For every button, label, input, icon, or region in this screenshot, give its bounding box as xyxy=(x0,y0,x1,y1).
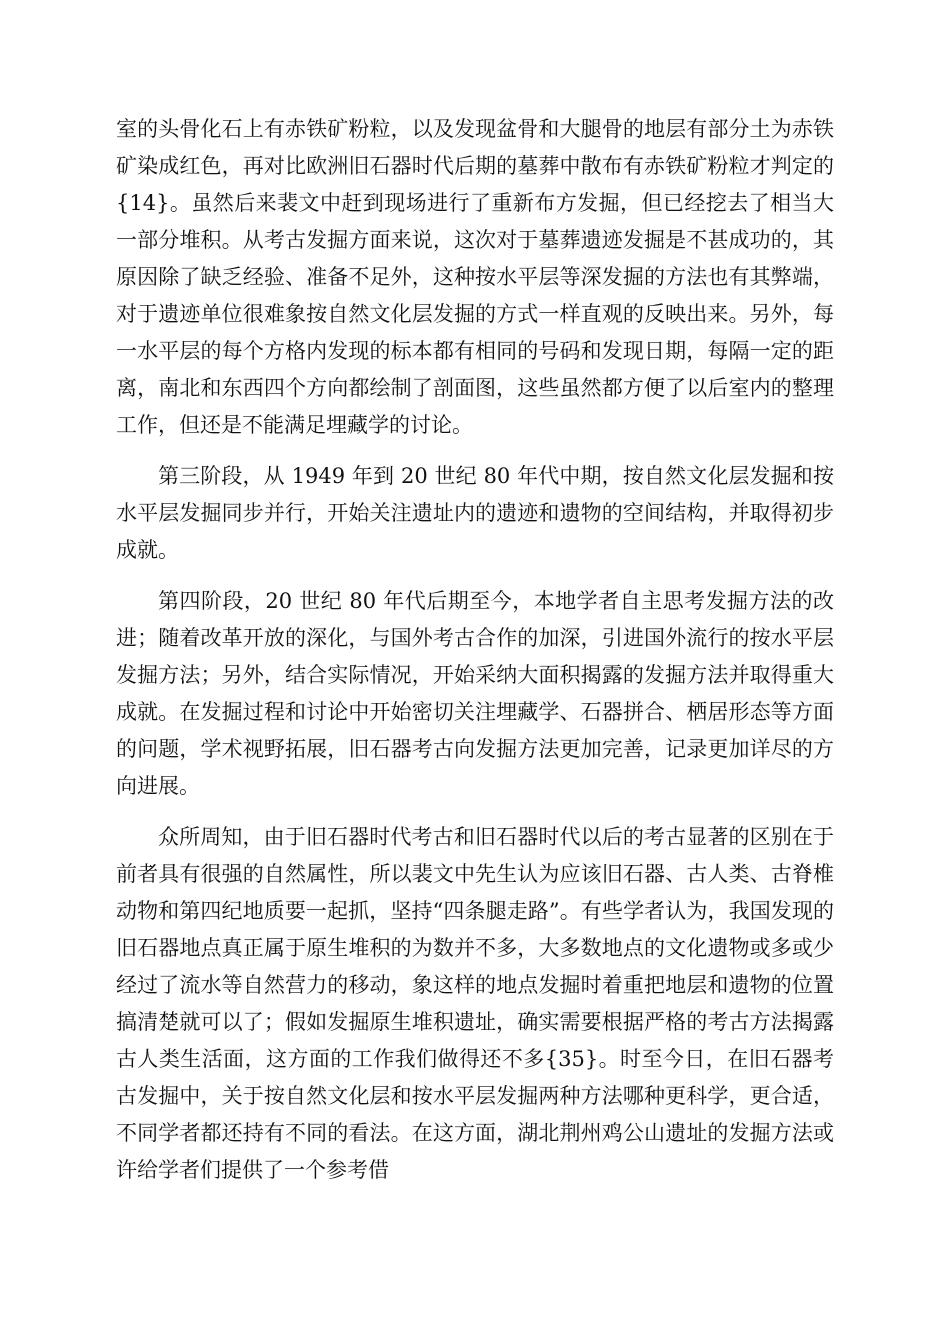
paragraph-discussion: 众所周知，由于旧石器时代考古和旧石器时代以后的考古显著的区别在于前者具有很强的自然属性，所以裴文中先生认为应该旧石器、古人类、古脊椎动物和第四纪地质要一起抓，坚持“四条腿走路”。有些学者认为，我国发现的旧石器地点真正属于原生堆积的为数并不多，大多数地点的文化遗物或多或少经过了流水等自然营力的移动，象这样的地点发掘时着重把地层和遗物的位置搞清楚就可以了；假如发掘原生堆积遗址，确实需要根据严格的考古方法揭露古人类生活面，这方面的工作我们做得还不多{35}。时至今日，在旧石器考古发掘中，关于按自然文化层和按水平层发掘两种方法哪种更科学，更合适，不同学者都还持有不同的看法。在这方面，湖北荆州鸡公山遗址的发掘方法或许给学者们提供了一个参考借 xyxy=(116,825,834,1182)
paragraph-continuation: 室的头骨化石上有赤铁矿粉粒，以及发现盆骨和大腿骨的地层有部分土为赤铁矿染成红色，再对比欧洲旧石器时代后期的墓葬中散布有赤铁矿粉粒才判定的{14}。虽然后来裴文中赶到现场进行了重新布方发掘，但已经挖去了相当大一部分堆积。从考古发掘方面来说，这次对于墓葬遗迹发掘是不甚成功的，其原因除了缺乏经验、准备不足外，这种按水平层等深发掘的方法也有其弊端，对于遗迹单位很难象按自然文化层发掘的方式一样直观的反映出来。另外，每一水平层的每个方格内发现的标本都有相同的号码和发现日期，每隔一定的距离，南北和东西四个方向都绘制了剖面图，这些虽然都方便了以后室内的整理工作，但还是不能满足埋藏学的讨论。 xyxy=(116,117,834,437)
paragraph-stage-three: 第三阶段，从 1949 年到 20 世纪 80 年代中期，按自然文化层发掘和按水平层发掘同步并行，开始关注遗址内的遗迹和遗物的空间结构，并取得初步成就。 xyxy=(116,464,834,562)
paragraph-stage-four: 第四阶段，20 世纪 80 年代后期至今，本地学者自主思考发掘方法的改进；随着改革开放的深化，与国外考古合作的加深，引进国外流行的按水平层发掘方法；另外，结合实际情况，开始采纳大面积揭露的发掘方法并取得重大成就。在发掘过程和讨论中开始密切关注埋藏学、石器拼合、栖居形态等方面的问题，学术视野拓展，旧石器考古向发掘方法更加完善，记录更加详尽的方向进展。 xyxy=(116,589,834,798)
document-body xyxy=(116,111,834,1189)
